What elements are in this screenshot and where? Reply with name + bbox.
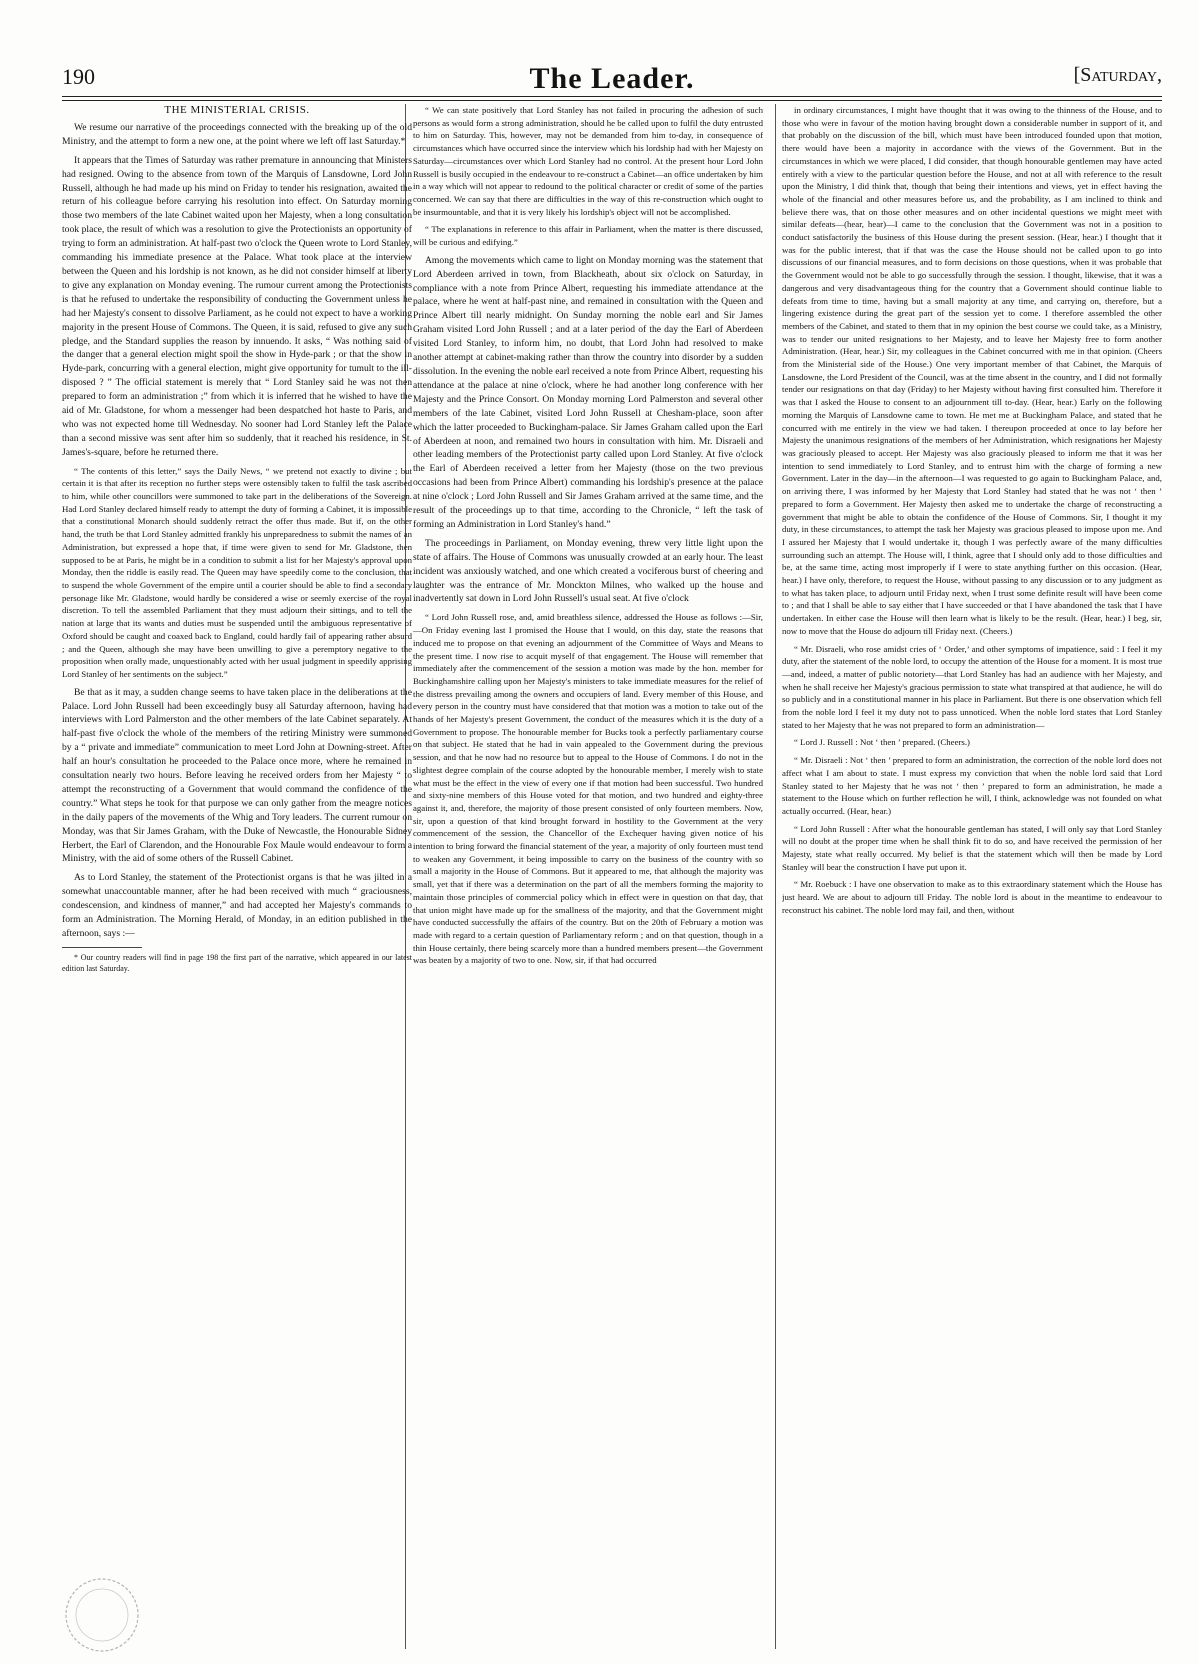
footnote: * Our country readers will find in page 198 the first part of the narrative, which appeared in our latest edition last Saturday. — [62, 952, 412, 973]
paragraph: Be that as it may, a sudden change seems to have taken place in the deliberations at the Palace. Lord John Russell had been exceedingly busy all Saturday afternoon, having had interviews with Lord Palmerston and the other members of the late Cabinet separately. At half-past five o'clock the whole of the members of the retiring Ministry were summoned by a “ private and immediate” communication to meet Lord John at Downing-street. After half an hour's consultation he proceeded to the Palace once more, where he remained in consultation nearly two hours. Before leaving he received orders from her Majesty “ to attempt the reconstructing of a Government that would command the confidence of the country.” What steps he took for that purpose we can only gather from the meagre notices in the daily papers of the movements of the Whig and Tory leaders. The current rumour on Monday, was that Sir James Graham, with the Duke of Newcastle, the Honourable Sidney Herbert, the Earl of Clarendon, and the Honourable Fox Maule would endeavour to form a Ministry, with the aid of some others of the Russell Cabinet. — [62, 686, 412, 865]
newspaper-title: The Leader. — [529, 62, 695, 95]
column-2 — [413, 104, 763, 1649]
masthead — [62, 64, 1162, 98]
quoted-paragraph: “ Mr. Disraeli, who rose amidst cries of ‘ Order,’ and other symptoms of impatience, said : I feel it my duty, after the statement of the noble lord, to occupy the attention of the House for a moment. It is most true—and, indeed, a matter of public notoriety—that Lord Stanley has had an audience with her Majesty, and when he shall receive her Majesty's gracious permission to state what transpired at that audience, he will do so publicly and in a constitutional manner in his place in Parliament. But there is one observation which fell from the noble lord I feel it my duty not to pass unnoticed. When the noble lord states that Lord Stanley stated to her Majesty that he was not prepared to form an administration— — [782, 643, 1162, 730]
paragraph: We resume our narrative of the proceedings connected with the breaking up of the old Ministry, and the attempt to form a new one, at the point where we left off last Saturday.* — [62, 121, 412, 147]
article-heading: THE MINISTERIAL CRISIS. — [164, 104, 310, 116]
column-3 — [782, 104, 1162, 1649]
quoted-paragraph: “ We can state positively that Lord Stanley has not failed in procuring the adhesion of such persons as would form a strong administration, should he be called upon to fulfil the duty entrusted to him on Saturday. This, however, may not be demanded from him to-day, in consequence of circumstances which have occurred since the interview which his lordship had with her Majesty on Saturday—circumstances over which Lord Stanley had no control. At the present hour Lord John Russell is busily occupied in the endeavour to re-construct a Cabinet—an office undertaken by him in a way which will not appear to redound to the political character or credit of some of the parties concerned. We can say that there are difficulties in the way of this re-construction which ought to be insurmountable, and that it is very likely his lordship's object will not be accomplished. — [413, 105, 763, 217]
paragraph: It appears that the Times of Saturday was rather premature in announcing that Ministers had resigned. Owing to the absence from town of the Marquis of Lansdowne, Lord John Russell, although he had made up his mind on Friday to tender his resignation, awaited the return of his colleague before carrying his resolution into effect. On Saturday morning those two members of the late Cabinet waited upon her Majesty, when a long consultation took place, the result of which was a resolution to give the Protectionists an opportunity of trying to form an administration. At half-past two o'clock the Queen wrote to Lord Stanley, commanding his immediate presence at the Palace. What took place at the interview between the Queen and his lordship is not known, as he did not consider himself at liberty to give any explanation on Monday evening. The rumour current among the Protectionists is that he refused to undertake the responsibility of conducting the Government unless he had her Majesty's consent to dissolve Parliament, as he could not expect to have a working majority in the present House of Commons. The Queen, it is said, refused to give any such pledge, and the Standard supplies the reason by innuendo. It asks, “ Was nothing said of the danger that a general election might spoil the show in Hyde-park ; or that the show in Hyde-park, concurring with a general election, might give opportunity for tumult to the ill-disposed ? ” The official statement is merely that “ Lord Stanley said he was not then prepared to form an administration ;” from which it is inferred that he wished to have the aid of Mr. Gladstone, for whom a messenger had been despatched hot haste to Paris, and who was not expected home till Wednesday. No sooner had Lord Stanley left the Palace than a second missive was sent after him so suddenly, that it reached his residence, in St. James's-square, before he returned there. — [62, 154, 412, 458]
footnote-rule — [62, 947, 142, 948]
quoted-paragraph: “ Mr. Roebuck : I have one observation to make as to this extraordinary statement which the House has just heard. We are about to adjourn till Friday. The noble lord is about in the meantime to endeavour to reconstruct his cabinet. The noble lord may fail, and then, without — [782, 879, 1162, 915]
column-1 — [62, 104, 412, 1649]
library-stamp-icon — [62, 1555, 172, 1655]
quoted-paragraph: in ordinary circumstances, I might have thought that it was owing to the thinness of the House, and to those who were in favour of the motion having brought down a considerable number in support of it, and that probably on the discussion of the bill, which must have been introduced founded upon that motion, there would have been a majority in accordance with the views of the Government. But in the circumstances in which we were placed, I did consider, that though honourable gentlemen may have acted entirely with a view to the particular question before the House, and not at all with reference to the result upon the Ministry, I did think that, though that being their intentions and views, yet in effect having the whole of the financial and other measures before us, and the probability, as I am inclined to think and believe there was, that on those other measures and on other incidental questions we might meet with similar defeats—(hear, hear)—I came to the conclusion that the Government was not in a position to conduct satisfactorily the business of this House during the present session. (Hear, hear.) I thought that it was for the public interest, that if that was the case the House should not be called upon to go into discussions of our financial measures, and to form decisions on those questions, when it was probable that the Government would not be able to go successfully through the session. I thought, likewise, that it was a dangerous and very disadvantageous thing for the country that a Government should continue liable to defeats from time to time, having but a small majority at any time, and carrying on, therefore, but a lingering existence during the great part of the session yet to come. I therefore assembled the other members of the Cabinet, and stated to them that in my opinion the best course we could take, as a Ministry, was to tender our united resignations to her Majesty, and to leave her Majesty free to form another Administration. (Hear, hear.) Sir, my colleagues in the Cabinet concurred with me in that opinion. (Cheers from the Ministerial side of the House.) One very important member of that Cabinet, the Marquis of Lansdowne, the Lord President of the Council, was at the time absent in the country, and I did not formally tender our resignations on that day (Friday) to her Majesty without having first consulted him. Therefore it was that I asked the House to consent to an adjournment till to-day. (Hear, hear.) Early on the following morning the Marquis of Lansdowne came to town. He met me at Buckingham Palace, and stated that he concurred with me entirely in the view we had taken. I thereupon proceeded at once to lay before her Majesty the unanimous resignations of the members of her Administration, which resignations her Majesty was graciously pleased to accept. Her Majesty was also graciously pleased to inform me that it was her intention to send immediately to Lord Stanley, and to entrust him with the charge of forming a new Government. Later in the day—in the afternoon—I was requested to go again to Buckingham Palace, and, on arriving there, I was informed by her Majesty that Lord Stanley had stated that he was not ‘ then ’ prepared to form a Government. Her Majesty then asked me to undertake the charge of reconstructing a government that might be able to obtain the confidence of the House of Commons. Sir, I thought it my duty, in these circumstances, to attempt the task her Majesty was gracious pleased to impose upon me. And I assured her Majesty that I would undertake it, though I was perfectly aware of the many difficulties surrounding such an attempt. The House will, I think, agree that I should only add to those difficulties and be, at the same time, acting most improperly if I were to state anything further on this occasion. (Hear, hear.) I have only, therefore, to request the House, without passing to any discussion or to any judgment as to what has taken place, to adjourn until Friday next, when I trust some definite result will have been come to ; and that I shall be able to say either that I have succeeded or that I have abandoned the task that I have undertaken. In either case the House will then learn what is likely to be the result. (Hear, hear.) I beg, sir, now to move that the House do adjourn till Friday next. (Cheers.) — [782, 105, 1162, 636]
issue-day: [Saturday, — [1073, 64, 1162, 86]
page-number: 190 — [62, 64, 95, 89]
paragraph: Among the movements which came to light on Monday morning was the statement that Lord Aberdeen arrived in town, from Blackheath, about six o'clock on Saturday, in compliance with a note from Prince Albert, requesting his immediate attendance at the palace, where he went at half-past nine, and remained in consultation with the Queen and Prince Albert till nearly midnight. On Sunday morning the noble earl and Sir James Graham visited Lord John Russell ; and at a later period of the day the Earl of Aberdeen visited Lord Stanley, to inform him, no doubt, that Lord John had resolved to make another attempt at cabinet-making rather than throw the country into disorder by a sudden dissolution. In the evening the noble earl received a note from Prince Albert, requesting his attendance at the palace at nine o'clock, where he had another long conference with her Majesty and the Prince Consort. On Monday morning Lord Palmerston and several other members of the late Cabinet, visited Lord John Russell at Chesham-place, soon after which the latter proceeded to Buckingham-palace. Sir James Graham called upon the Earl of Aberdeen at noon, and remained two hours in consultation with him. Mr. Disraeli and other leading members of the Protectionist party called upon Lord Stanley. At five o'clock the Earl of Aberdeen received a letter from her Majesty (those on the two previous occasions had been from Prince Albert) commanding his lordship's presence at the palace at nine o'clock ; Lord John Russell and Sir James Graham arrived at the same time, and the result of the proceedings up to that time, according to the Chronicle, “ left the task of forming an Administration in Lord Stanley's hand.” — [413, 254, 763, 530]
header-rule-thin — [62, 100, 1162, 101]
quoted-paragraph: “ Lord J. Russell : Not ‘ then ’ prepared. (Cheers.) — [794, 737, 970, 748]
quoted-paragraph: “ Mr. Disraeli : Not ‘ then ’ prepared to form an administration, the correction of the noble lord does not affect what I am about to state. I must express my conviction that when the noble lord said that Lord Stanley stated to her Majesty that he was not ‘ then ’ prepared to form an administration, he made a statement to the House which on further reflection he will, I think, acknowledge was not founded on what actually occurred. (Hear, hear.) — [782, 755, 1162, 816]
quoted-paragraph: “ Lord John Russell : After what the honourable gentleman has stated, I will only say that Lord Stanley will no doubt at the proper time when he shall think fit to do so, and have received the permission of her Majesty, state what really occurred. My belief is that the statement which will then be made by Lord Stanley will bear the construction I have put upon it. — [782, 823, 1162, 872]
paragraph: As to Lord Stanley, the statement of the Protectionist organs is that he was jilted in a somewhat unaccountable manner, after he had been received with much “ graciousness, condescension, and kindness of manner,” and had accepted her Majesty's commands to form an Administration. The Morning Herald, of Monday, in an edition published in the afternoon, says :— — [62, 872, 412, 940]
header-rule — [62, 96, 1162, 97]
column-divider — [775, 104, 776, 1649]
paragraph: The proceedings in Parliament, on Monday evening, threw very little light upon the state of affairs. The House of Commons was unusually crowded at an early hour. The least incident was anxiously watched, and one which created a vociferous burst of cheering and laughter was the entrance of Mr. Monckton Milnes, who walked up the house and inadvertently sat down in Lord John Russell's usual seat. At five o'clock — [413, 537, 763, 605]
quoted-paragraph: “ Lord John Russell rose, and, amid breathless silence, addressed the House as follows :—Sir,—On Friday evening last I promised the House that I would, on this day, state the reasons that induced me to propose on that evening an adjournment of the Committee of Ways and Means to the present time. I now rise to acquit myself of that engagement. The House will remember that immediately after the commencement of the session a motion was made by the hon. member for Buckinghamshire calling upon her Majesty's ministers to take immediate measures for the relief of the distress prevailing among the owners and occupiers of land. Every member of this House, and every person in the country must have considered that that motion was a motion to take out of the hands of her Majesty's present Government, the conduct of the measures which it is the duty of a Government to propose. The honourable member for Bucks took a perfectly parliamentary course on that subject. He stated that he had in vain appealed to the Government during the previous session, and that he now had no resource but to appeal to the House of Commons. I do not in the slightest degree complain of the course adopted by the honourable member, I merely wish to state what must be the effect in the view of every one if that motion had been successful. Two hundred and sixty-nine members of this House voted for that motion, and two hundred and eighty-three against it, and, therefore, the majority of those present consisted of only fourteen members. Now, sir, upon a question of that kind brought forward in hostility to the Government at the very commencement of the session, the Chancellor of the Exchequer having given notice of his intention to bring forward the financial statement of the year, a majority of only fourteen must tend to weaken any Government, it being impossible to carry on the business of the country with so small a majority in the House of Commons. But it appeared to me, that although the majority was small, yet that if there was a determination on the part of all the members forming the majority to maintain those principles of commercial policy which in effect were in question on that day, that that union might have made up for the smallness of the majority, and that the Government might have conducted successfully the affairs of the country. But on the 20th of February a motion was made with regard to a certain question of Parliamentary reform ; and on that question, though in a thin House certainly, there being scarcely more than a hundred members present—the Government was beaten by a majority of two to one. Now, sir, if that had occurred — [413, 612, 763, 966]
quoted-paragraph: “ The explanations in reference to this affair in Parliament, when the matter is there discussed, will be curious and edifying.” — [413, 224, 763, 248]
quoted-paragraph: “ The contents of this letter,” says the Daily News, “ we pretend not exactly to divine ; but certain it is that after its reception no further steps were ostensibly taken to fulfil the task ascribed to him, while other councillors were summoned to take part in the deliberations of the Sovereign. Had Lord Stanley declared himself ready to attempt the duty of forming a Cabinet, it is impossible that a constitutional Monarch should suddenly retract the offer thus made. But if, on the other hand, the truth be that Lord Stanley admitted frankly his unpreparedness to submit the names of an Administration, but expressed a hope that, if time were given to send for Mr. Gladstone, then supposed to be at Paris, he might be in a condition to submit a list for her Majesty's approval upon Monday, then the riddle is easily read. The Queen may have speedily come to the conclusion, that to suspend the whole Government of the empire until a courier should be able to find a secondary personage like Mr. Gladstone, would hardly be considered a wise or seemly exercise of the royal discretion. To tell the assembled Parliament that they must adjourn their sittings, and to tell the nation at large that its wants and duties must be suspended until the ambiguous representative of Oxford should be caught and coaxed back to England, could hardly fail of appearing rather absurd ; and the Queen, although she may have been unwilling to give a peremptory negative to the proposition when orally made, unquestionably acted with her usual judgment in speedily apprising Lord Stanley of her sentiments on the subject.” — [62, 465, 412, 679]
